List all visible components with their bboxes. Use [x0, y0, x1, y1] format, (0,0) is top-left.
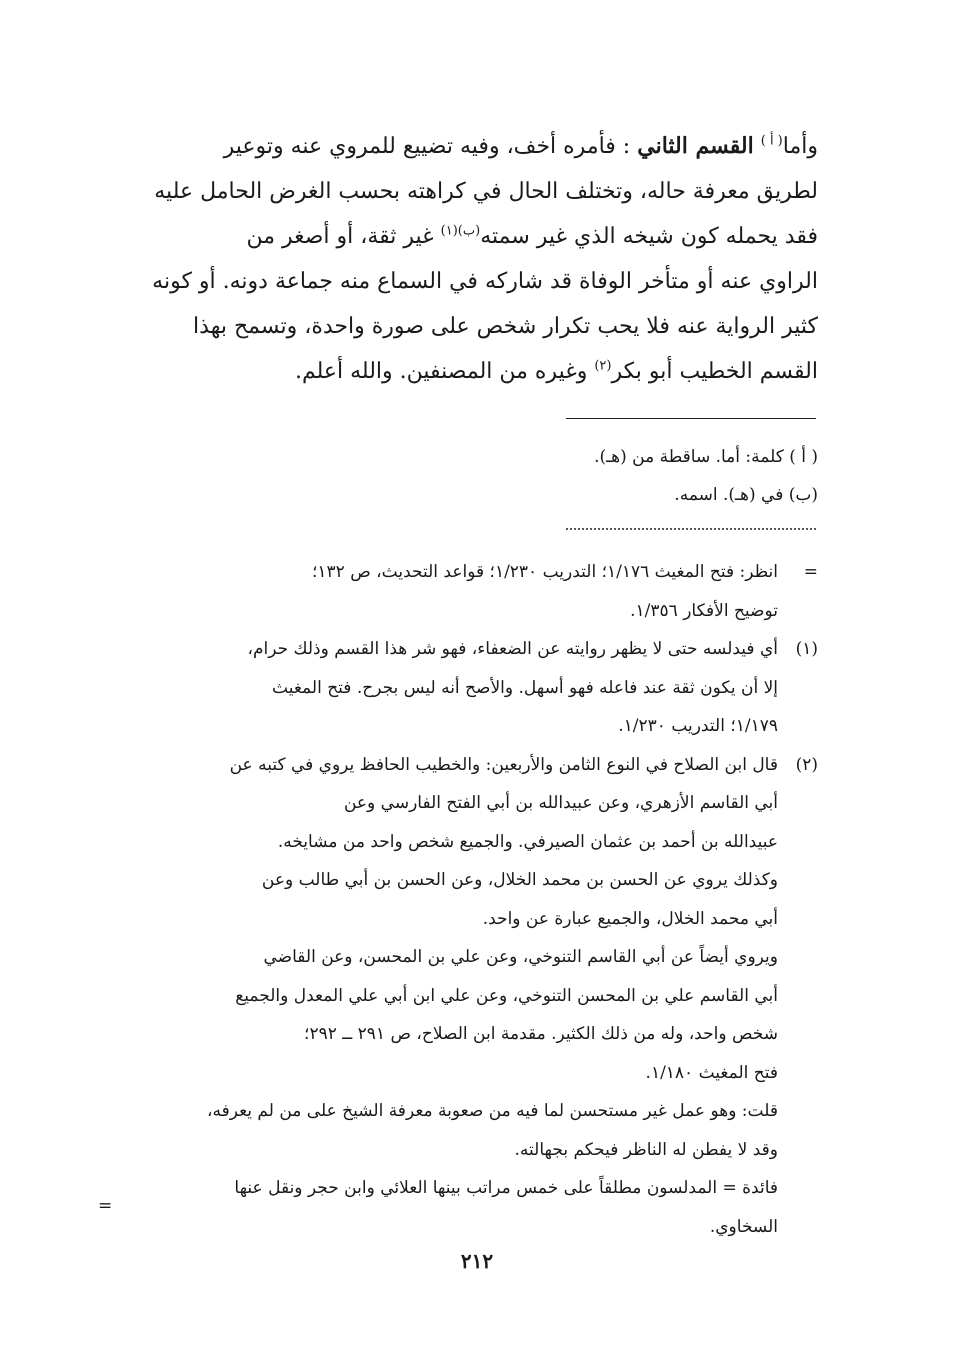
variant-mark-b-footnote-1: (ب)(١) — [440, 223, 481, 239]
footnote-1 — [128, 630, 818, 746]
footnote-separator — [566, 418, 816, 419]
main-line-4: الراوي عنه أو متأخر الوفاة قد شاركه في السماع منه جماعة دونه. أو كونه — [152, 269, 818, 294]
main-line-3 — [128, 214, 818, 259]
footnote-number: = — [803, 562, 818, 582]
footnote-line: فتح المغيث ١/١٨٠. — [645, 1062, 778, 1083]
footnote-number: (٢) — [795, 754, 818, 775]
variant-notes — [128, 438, 818, 514]
footnote-line: أبي محمد الخلال، والجميع عبارة عن واحد. — [482, 908, 778, 929]
footnote-line: فائدة = المدلسون مطلقاً على خمس مراتب بينها العلائي وابن حجر ونقل عنها — [234, 1178, 778, 1198]
continuation-mark: = — [98, 1196, 113, 1216]
variant-note-b: (ب) في (هـ). اسمه. — [674, 485, 818, 505]
main-line-6 — [128, 349, 818, 394]
footnote-line: أي فيدلسه حتى لا يظهر روايته عن الضعفاء، فهو شر هذا القسم وذلك حرام، — [247, 639, 778, 659]
section-title: القسم الثاني — [637, 133, 754, 159]
intro-word: وأما — [782, 134, 818, 159]
footnote-line: أبي القاسم الأزهري، وعن عبيدالله بن أبي الفتح الفارسي وعن — [343, 793, 778, 813]
variant-note-a: ( أ ) كلمة: أما. ساقطة من (هـ). — [594, 447, 818, 467]
dotted-separator — [566, 528, 816, 530]
footnote-number: (١) — [795, 639, 818, 659]
line-3-part-2: غير ثقة، أو أصغر من — [246, 224, 434, 249]
footnote-line: انظر: فتح المغيث ١/١٧٦؛ التدريب ١/٢٣٠؛ قواعد التحديث، ص ١٣٢؛ — [312, 562, 778, 582]
footnote-line: السخاوي. — [709, 1216, 778, 1237]
footnote-line: إلا أن يكون ثقة عند فاعله فهو أسهل. والأصح أنه ليس بجرح. فتح المغيث — [272, 677, 778, 698]
footnote-continuation — [128, 553, 818, 630]
main-line-1 — [128, 124, 818, 169]
footnote-mark-2: (٢) — [594, 358, 612, 374]
line-6-part-2: وغيره من المصنفين. والله أعلم. — [294, 359, 588, 384]
footnote-line: شخص واحد، وله من ذلك الكثير. مقدمة ابن الصلاح، ص ٢٩١ ــ ٢٩٢؛ — [304, 1024, 778, 1044]
footnote-2 — [128, 746, 818, 1247]
page-number: ٢١٢ — [460, 1249, 494, 1273]
footnote-line: عبيدالله بن أحمد بن عثمان الصيرفي. والجميع شخص واحد من مشايخه. — [277, 831, 778, 852]
variant-mark-a: ( أ ) — [760, 133, 783, 149]
line-6-part-1: القسم الخطيب أبو بكر — [611, 359, 818, 384]
footnote-line: ويروي أيضاً عن أبي القاسم التنوخي، وعن علي بن المحسن، وعن القاضي — [263, 947, 778, 967]
main-text-block — [128, 124, 818, 394]
line-3-part-1: فقد يحمله كون شيخه الذي غير سمته — [480, 224, 818, 249]
footnote-line: توضيح الأفكار ١/٣٥٦. — [630, 600, 778, 621]
footnote-line: قال ابن الصلاح في النوع الثامن والأربعين: والخطيب الحافظ يروي في كتبه عن — [229, 754, 778, 775]
line-1-rest: : فأمره أخف، وفيه تضييع للمروي عنه وتوعير — [223, 134, 631, 159]
footnote-line: ١/١٧٩؛ التدريب ١/٢٣٠. — [618, 716, 778, 736]
footnote-line: وكذلك يروي عن الحسن بن محمد الخلال، وعن الحسن بن أبي طالب وعن — [261, 870, 778, 890]
footnote-line: أبي القاسم علي بن المحسن التنوخي، وعن علي ابن أبي علي المعدل والجميع — [235, 985, 778, 1006]
footnote-line: قلت: وهو عمل غير مستحسن لما فيه من صعوبة معرفة الشيخ على من لم يعرفه، — [206, 1101, 778, 1121]
main-line-2: لطريق معرفة حاله، وتختلف الحال في كراهته بحسب الغرض الحامل عليه — [154, 179, 818, 204]
main-line-5: كثير الرواية عنه فلا يحب تكرار شخص على صورة واحدة، وتسمح بهذا — [193, 314, 818, 339]
footnotes — [128, 553, 818, 1246]
footnote-line: وقد لا يفطن له الناظر فيحكم بجهالته. — [514, 1139, 778, 1160]
